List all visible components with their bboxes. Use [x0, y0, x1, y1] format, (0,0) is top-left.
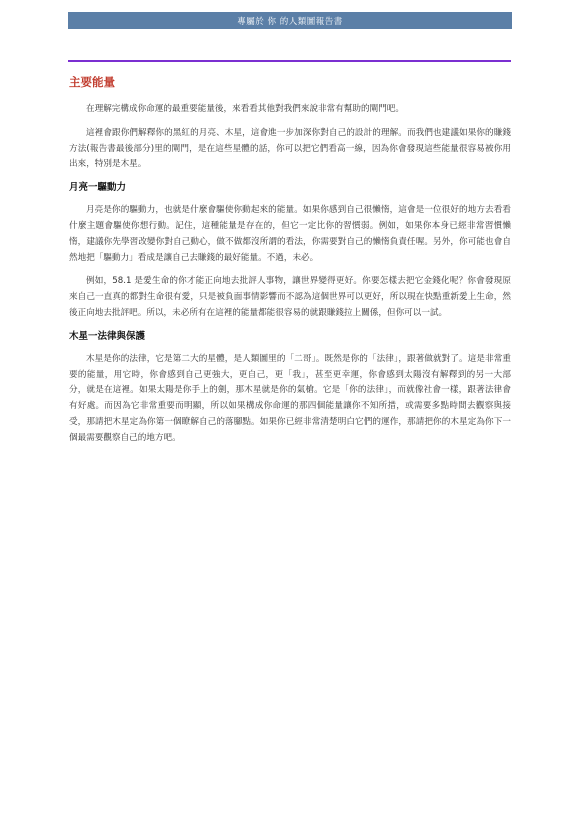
intro-paragraph: 在理解完構成你命運的最重要能量後，來看看其他對我們來說非常有幫助的閘門吧。 [86, 104, 404, 114]
moon-paragraph: 例如，58.1 是愛生命的你才能正向地去批評人事物，讓世界變得更好。你要怎樣去把它金錢化呢？你會發現原來自己一直真的都對生命很有愛，只是被負面事情影響而不認為這個世界可以更好，所以現在快點重新愛上生命，然後正向地去批評吧。所以，未必所有在這裡的能量都能很容易的就跟賺錢拉上關係，但你可以一試。 [69, 276, 511, 318]
banner-title: 專屬於 你 的人類圖報告書 [237, 16, 343, 27]
main-content [69, 74, 511, 455]
jupiter-paragraph: 木星是你的法律，它是第二大的星體，是人類圖里的「二哥」。既然是你的「法律」，跟著做就對了。這是非常重要的能量，用它時，你會感到自己更強大，更自己，更「我」，甚至更幸運，你會感到太陽沒有解釋到的另一大部分，就是在這裡。如果太陽是你手上的劍，那木星就是你的氣槍。它是「你的法律」，而就像社會一樣，跟著法律會有好處。而因為它非常重要而明顯，所以如果構成你命運的那四個能量讓你不知所措，或需要多點時間去觀察與接受，那請把木星定為你第一個瞭解自己的落腳點。如果你已經非常清楚明白它們的運作，那請把你的木星定為你下一個最需要觀察自己的地方吧。 [69, 353, 511, 443]
report-header-banner [68, 12, 512, 29]
jupiter-heading: 木星一法律與保護 [69, 330, 146, 342]
intro-paragraph: 這裡會跟你們解釋你的黑紅的月亮、木星，這會進一步加深你對自己的設計的理解。而我們也建議如果你的賺錢方法(報告書最後部分)里的閘門，是在這些星體的話，你可以把它們看高一線，因為你會發現這些能量很容易被你用出來，特別是木星。 [69, 127, 511, 170]
section-divider [68, 60, 511, 62]
moon-paragraph: 月亮是你的驅動力，也就是什麼會驅使你動起來的能量。如果你感到自己很懶惰，這會是一位很好的地方去看看什麼主題會驅使你想行動。記住，這種能量是存在的，但它一定比你的習慣弱。例如，如果你本身已經非常習慣懶惰，建議你先學習改變你對自己動心，做不做都沒所謂的看法，你需要對自己的懶惰負責任喔。另外，你可能也會自然地把「驅動力」看成是讓自己去賺錢的最好能量。不過，未必。 [69, 205, 511, 263]
moon-heading: 月亮一驅動力 [69, 182, 127, 194]
section-title: 主要能量 [69, 75, 115, 89]
